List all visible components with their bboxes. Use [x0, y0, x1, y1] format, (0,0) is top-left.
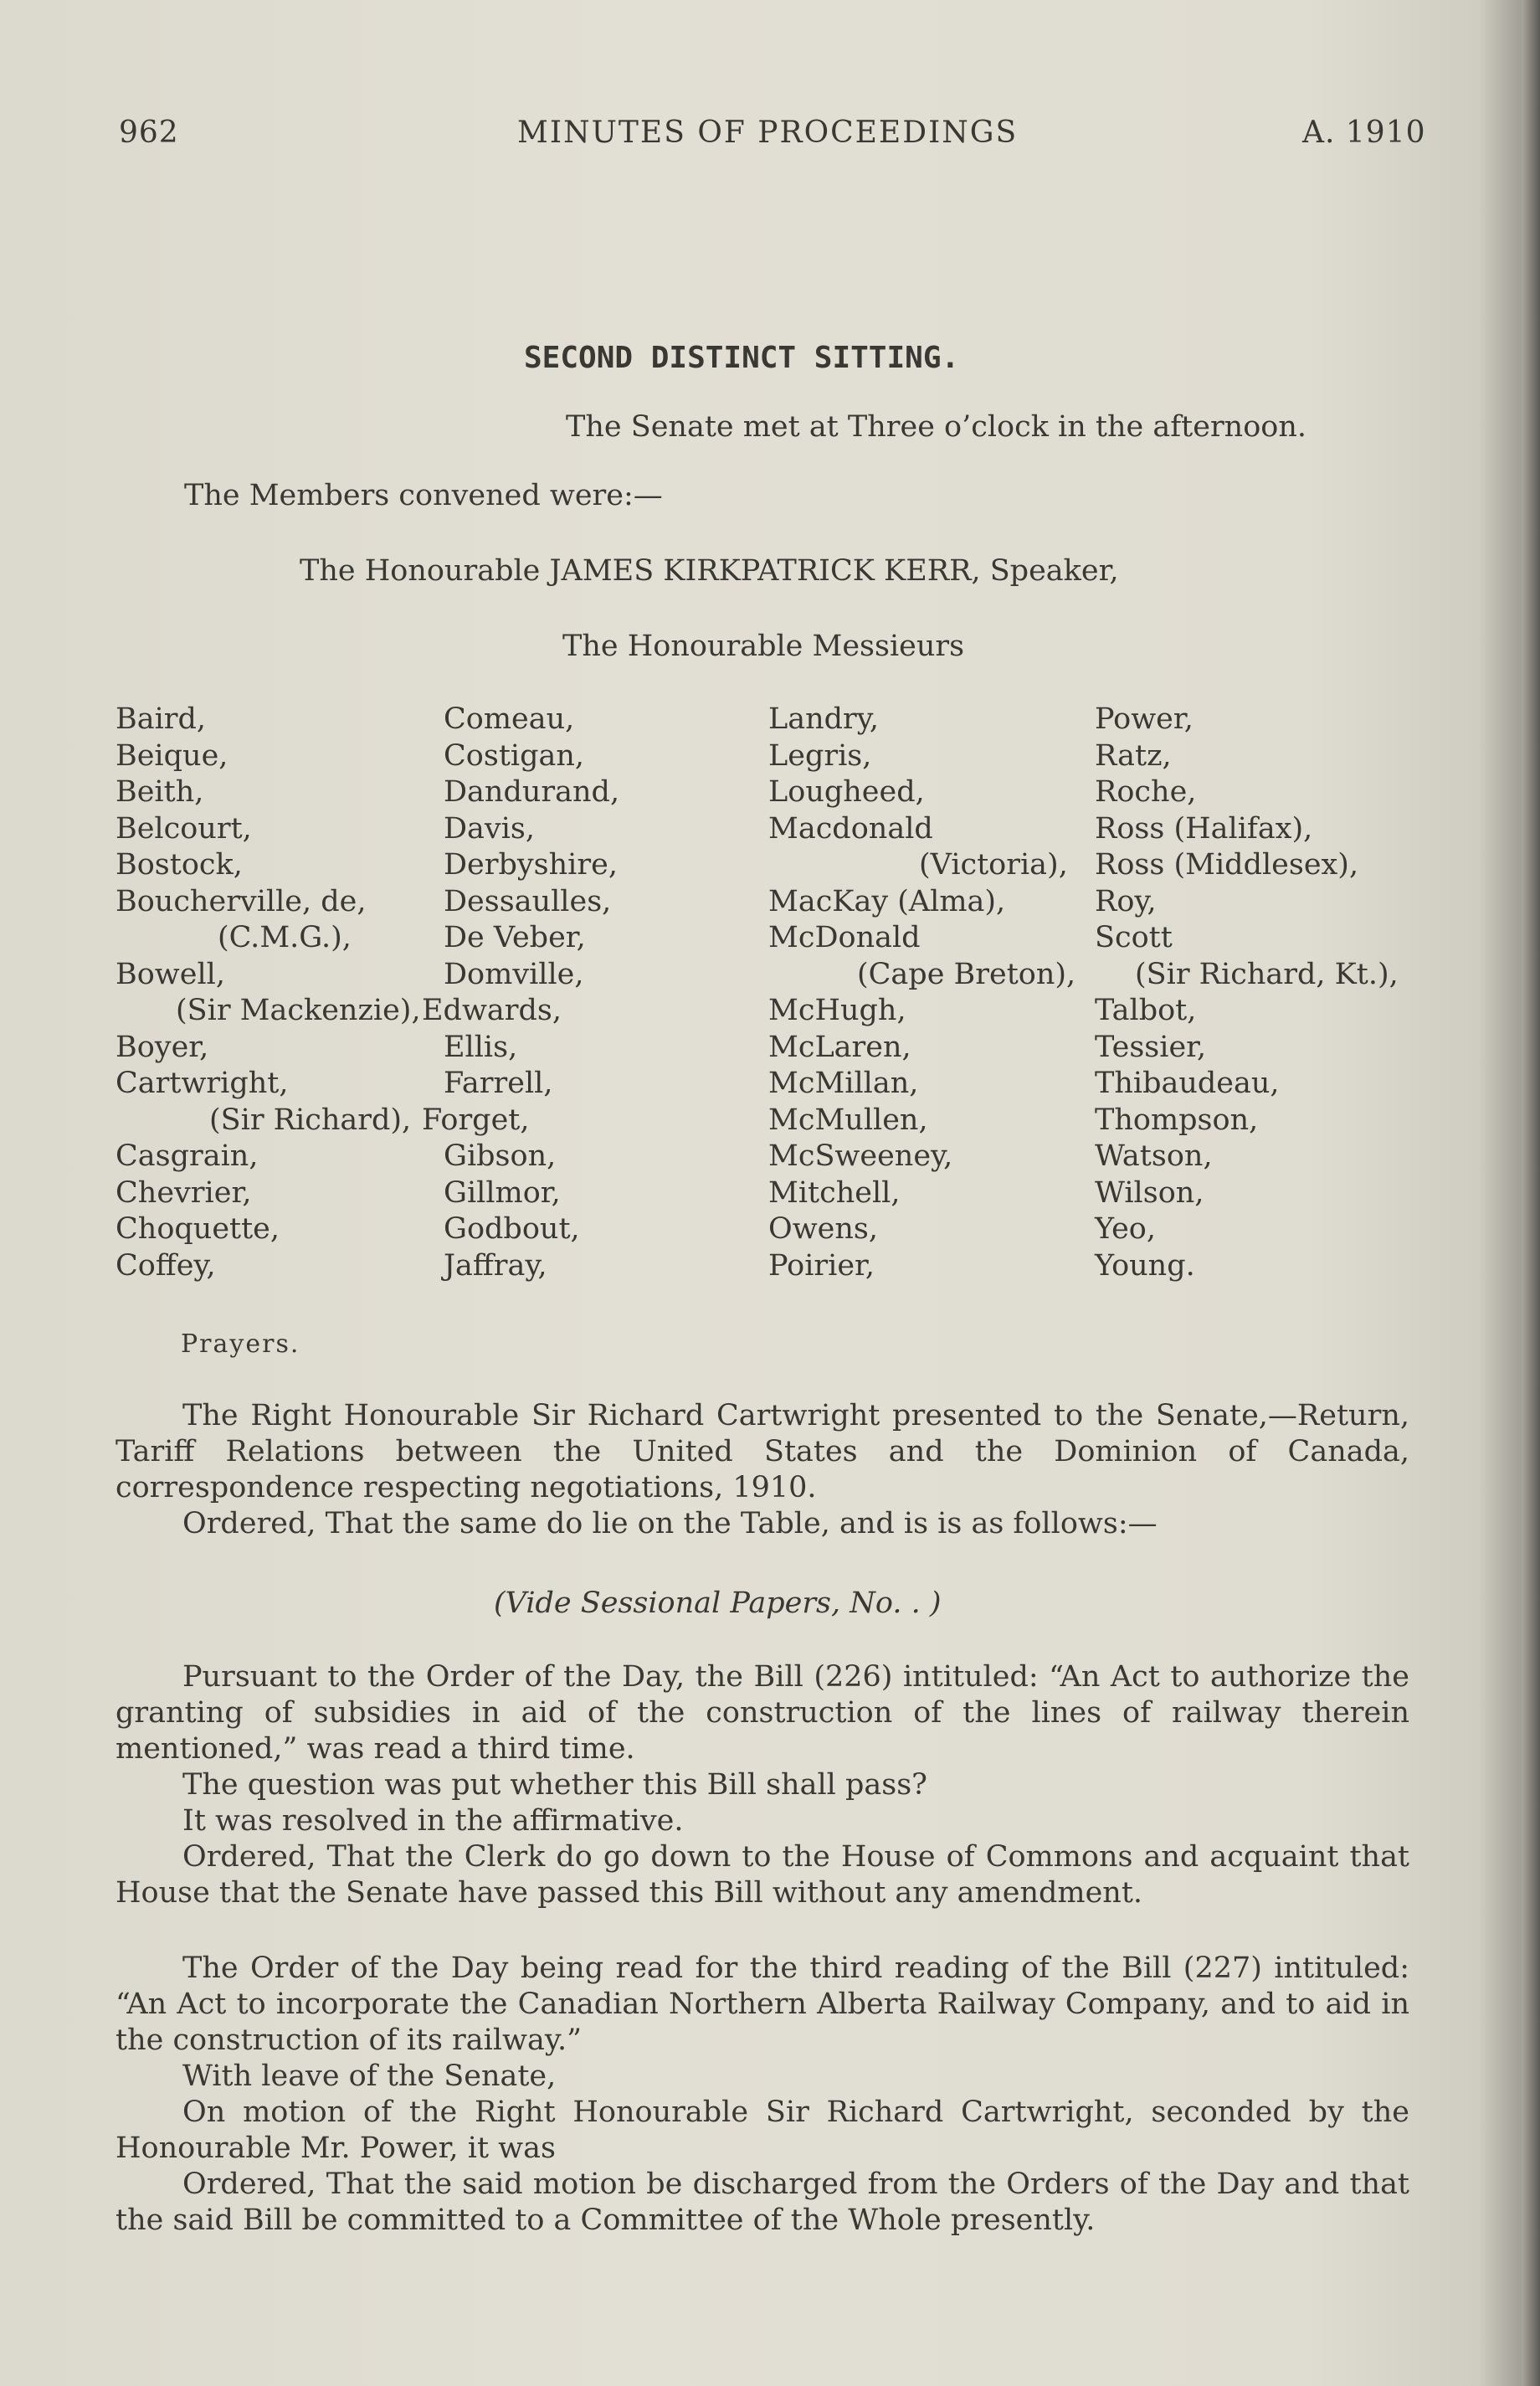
member-name: Bostock, [116, 848, 243, 882]
member-name: (C.M.G.), [218, 921, 352, 954]
member-name: Forget, [422, 1103, 530, 1137]
member-name: Thompson, [1095, 1103, 1259, 1137]
member-name: Legris, [768, 738, 872, 773]
member-name: (Sir Mackenzie), [176, 994, 421, 1027]
member-name: Edwards, [422, 994, 562, 1027]
member-name: Costigan, [444, 738, 585, 773]
member-name: (Victoria), [919, 848, 1068, 882]
member-name: (Cape Breton), [857, 957, 1076, 991]
member-name: Thibaudeau, [1095, 1067, 1280, 1100]
senate-met-line: The Senate met at Three o’clock in the afternoon. [566, 410, 1307, 444]
member-name: Beique, [116, 738, 228, 773]
return-paragraph [116, 1398, 1409, 1542]
member-name: McMullen, [768, 1103, 928, 1137]
sitting-heading: SECOND DISTINCT SITTING. [524, 341, 960, 375]
member-name: Wilson, [1095, 1175, 1204, 1210]
member-name: Casgrain, [116, 1139, 259, 1173]
member-name: Dandurand, [444, 775, 620, 809]
member-name: Boyer, [116, 1030, 209, 1064]
member-name: Ross (Halifax), [1095, 811, 1313, 846]
bill-227-leave: With leave of the Senate, [182, 2059, 557, 2093]
member-name: McHugh, [768, 994, 906, 1027]
member-name: Godbout, [444, 1212, 580, 1246]
member-name: Gibson, [444, 1139, 557, 1173]
member-name: MacKay (Alma), [768, 884, 1006, 918]
prayers-heading: Prayers. [181, 1329, 300, 1359]
member-name: Chevrier, [116, 1175, 252, 1210]
member-name: Ellis, [444, 1030, 518, 1064]
member-name: Boucherville, de, [116, 884, 367, 918]
member-name: Scott [1095, 921, 1173, 954]
member-name: Belcourt, [116, 811, 252, 846]
member-name: Ross (Middlesex), [1095, 848, 1359, 882]
bill-227-ordered: Ordered, That the said motion be discharged from the Orders of the Day and that the said Bill be committed to a Committee of the Whole presently. [116, 2167, 1409, 2237]
member-name: Power, [1095, 702, 1194, 736]
bill-226-ordered: Ordered, That the Clerk do go down to the House of Commons and acquaint that House that the Senate have passed this Bill without any amendment. [116, 1840, 1409, 1910]
member-name: Bowell, [116, 957, 225, 991]
member-name: Gillmor, [444, 1175, 561, 1210]
member-name: Landry, [768, 702, 880, 736]
member-name: McMillan, [768, 1067, 919, 1100]
bill-227-paragraph [116, 1951, 1409, 2239]
member-name: (Sir Richard, Kt.), [1135, 957, 1399, 991]
member-name: Farrell, [444, 1067, 553, 1100]
member-name: Watson, [1095, 1139, 1213, 1173]
member-name: Poirier, [768, 1248, 875, 1283]
member-name: McSweeney, [768, 1139, 953, 1173]
member-name: Beith, [116, 775, 204, 809]
bill-226-paragraph [116, 1659, 1409, 1911]
bill-226-text: Pursuant to the Order of the Day, the Bill (226) intituled: “An Act to authorize the granting of subsidies in aid of the construction of the lines of railway therein mentioned,” was read a third time. [116, 1660, 1409, 1766]
member-name: Mitchell, [768, 1175, 901, 1210]
bill-227-text: The Order of the Day being read for the third reading of the Bill (227) intituled: “An Act to incorporate the Canadian Northern Alberta Railway Company, and to aid in the construction of its railway.” [116, 1951, 1409, 2057]
member-name: Baird, [116, 702, 207, 736]
member-name: Choquette, [116, 1212, 280, 1246]
member-name: Roche, [1095, 775, 1197, 809]
member-name: Lougheed, [768, 775, 925, 809]
return-text: The Right Honourable Sir Richard Cartwright presented to the Senate,—Return, Tariff Relations between the United States and the Dominion of Canada, correspondence respecting negotiations, 1910. [116, 1399, 1409, 1504]
members-column-2 [422, 702, 620, 1284]
member-name: Roy, [1095, 884, 1157, 918]
running-title: MINUTES OF PROCEEDINGS [517, 116, 1019, 150]
member-name: (Sir Richard), [209, 1103, 412, 1137]
member-name: Comeau, [444, 702, 575, 736]
member-name: Ratz, [1095, 738, 1172, 773]
member-name: De Veber, [444, 921, 586, 954]
member-name: Talbot, [1095, 994, 1197, 1027]
member-name: McDonald [768, 921, 921, 954]
member-name: Davis, [444, 811, 535, 846]
member-name: Derbyshire, [444, 848, 618, 882]
bill-226-question: The question was put whether this Bill shall pass? [182, 1768, 927, 1802]
page-edge [1522, 0, 1540, 2386]
page-number: 962 [119, 116, 179, 150]
return-ordered: Ordered, That the same do lie on the Table, and is is as follows:— [182, 1507, 1158, 1540]
speaker-line: The Honourable JAMES KIRKPATRICK KERR, Speaker, [300, 554, 1119, 588]
member-name: Dessaulles, [444, 884, 612, 918]
member-name: Jaffray, [444, 1248, 547, 1283]
bill-227-motion: On motion of the Right Honourable Sir Richard Cartwright, seconded by the Honourable Mr. Power, it was [116, 2095, 1409, 2165]
member-name: Young. [1095, 1248, 1195, 1283]
members-column-1 [116, 702, 421, 1284]
members-column-4 [1095, 702, 1399, 1284]
member-name: Macdonald [768, 811, 933, 846]
member-name: Coffey, [116, 1248, 216, 1283]
year-label: A. 1910 [1302, 116, 1426, 150]
members-column-3 [768, 702, 1075, 1284]
messieurs-line: The Honourable Messieurs [562, 630, 965, 663]
member-name: Cartwright, [116, 1067, 289, 1100]
member-name: McLaren, [768, 1030, 911, 1064]
member-name: Tessier, [1095, 1030, 1207, 1064]
members-convened-line: The Members convened were:— [184, 479, 663, 512]
member-name: Domville, [444, 957, 584, 991]
member-name: Owens, [768, 1212, 878, 1246]
member-name: Yeo, [1095, 1212, 1156, 1246]
vide-reference: (Vide Sessional Papers, No. . ) [494, 1586, 942, 1620]
bill-226-resolved: It was resolved in the affirmative. [182, 1804, 684, 1838]
